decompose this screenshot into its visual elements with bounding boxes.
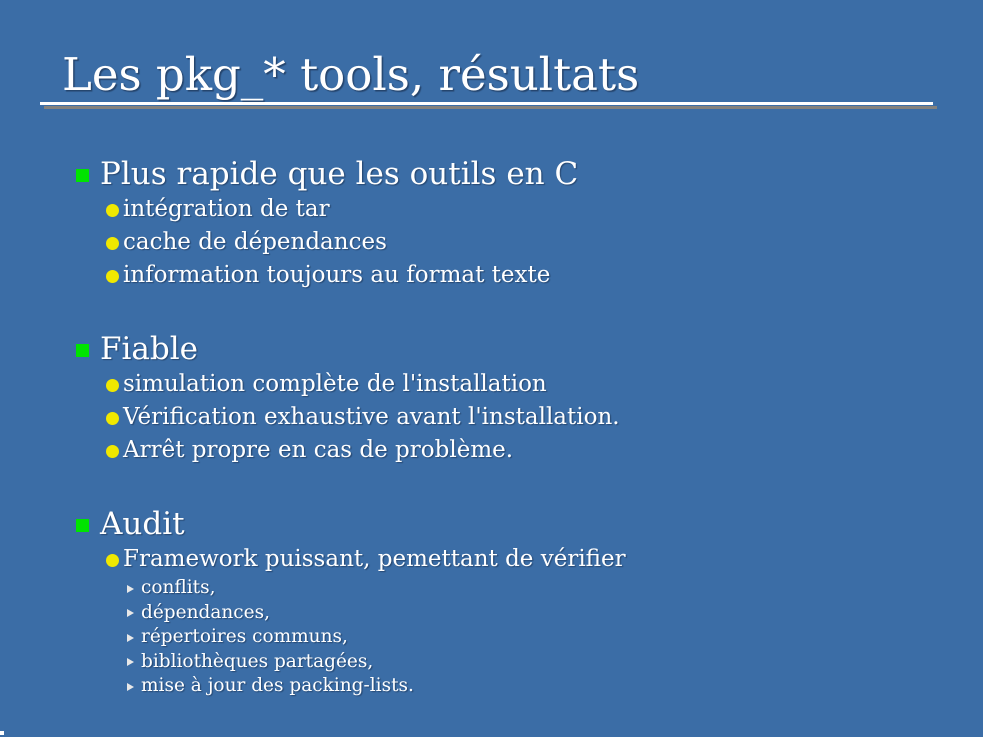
bullet-row-level2 <box>106 401 953 434</box>
list-item: Framework puissant, pemettant de vérifier <box>123 546 626 572</box>
section-audit <box>76 505 953 699</box>
bullet-row-level1 <box>76 155 953 193</box>
square-bullet-icon <box>76 169 89 182</box>
section-heading: Audit <box>100 506 185 542</box>
section-fiable <box>76 330 953 467</box>
circle-bullet-icon <box>106 270 119 283</box>
list-item: Vérification exhaustive avant l'installation. <box>123 404 620 430</box>
circle-bullet-icon <box>106 237 119 250</box>
section-heading: Plus rapide que les outils en C <box>100 156 579 192</box>
list-item: bibliothèques partagées, <box>141 650 374 672</box>
triangle-bullet-icon <box>127 658 134 666</box>
list-item: conflits, <box>141 577 216 598</box>
title-rule <box>40 102 933 105</box>
list-item: dépendances, <box>141 601 270 623</box>
circle-bullet-icon <box>106 554 119 567</box>
bullet-row-level2 <box>106 193 953 226</box>
bullet-row-level3 <box>127 674 953 699</box>
bullet-row-level3 <box>127 625 953 650</box>
bullet-row-level2 <box>106 434 953 467</box>
section-heading: Fiable <box>100 331 199 367</box>
list-item: intégration de tar <box>123 196 330 222</box>
list-item: simulation complète de l'installation <box>123 371 547 397</box>
page-title: Les pkg_* tools, résultats <box>62 48 640 101</box>
screen-artifact <box>0 731 4 735</box>
circle-bullet-icon <box>106 412 119 425</box>
title-rule-shadow <box>44 106 937 109</box>
circle-bullet-icon <box>106 445 119 458</box>
triangle-bullet-icon <box>127 609 134 617</box>
square-bullet-icon <box>76 519 89 532</box>
list-item: mise à jour des packing-lists. <box>141 675 414 696</box>
bullet-row-level2 <box>106 543 953 576</box>
square-bullet-icon <box>76 344 89 357</box>
circle-bullet-icon <box>106 204 119 217</box>
list-item: répertoires communs, <box>141 626 348 647</box>
bullet-row-level2 <box>106 259 953 292</box>
triangle-bullet-icon <box>127 683 134 691</box>
list-item: information toujours au format texte <box>123 262 551 288</box>
bullet-row-level1 <box>76 505 953 543</box>
bullet-row-level1 <box>76 330 953 368</box>
bullet-row-level3 <box>127 576 953 601</box>
circle-bullet-icon <box>106 379 119 392</box>
bullet-row-level3 <box>127 601 953 626</box>
bullet-row-level3 <box>127 650 953 675</box>
list-item: cache de dépendances <box>123 229 387 255</box>
slide-body <box>76 155 953 699</box>
bullet-row-level2 <box>106 226 953 259</box>
list-item: Arrêt propre en cas de problème. <box>123 437 514 463</box>
triangle-bullet-icon <box>127 585 134 593</box>
triangle-bullet-icon <box>127 634 134 642</box>
section-rapide <box>76 155 953 292</box>
bullet-row-level2 <box>106 368 953 401</box>
